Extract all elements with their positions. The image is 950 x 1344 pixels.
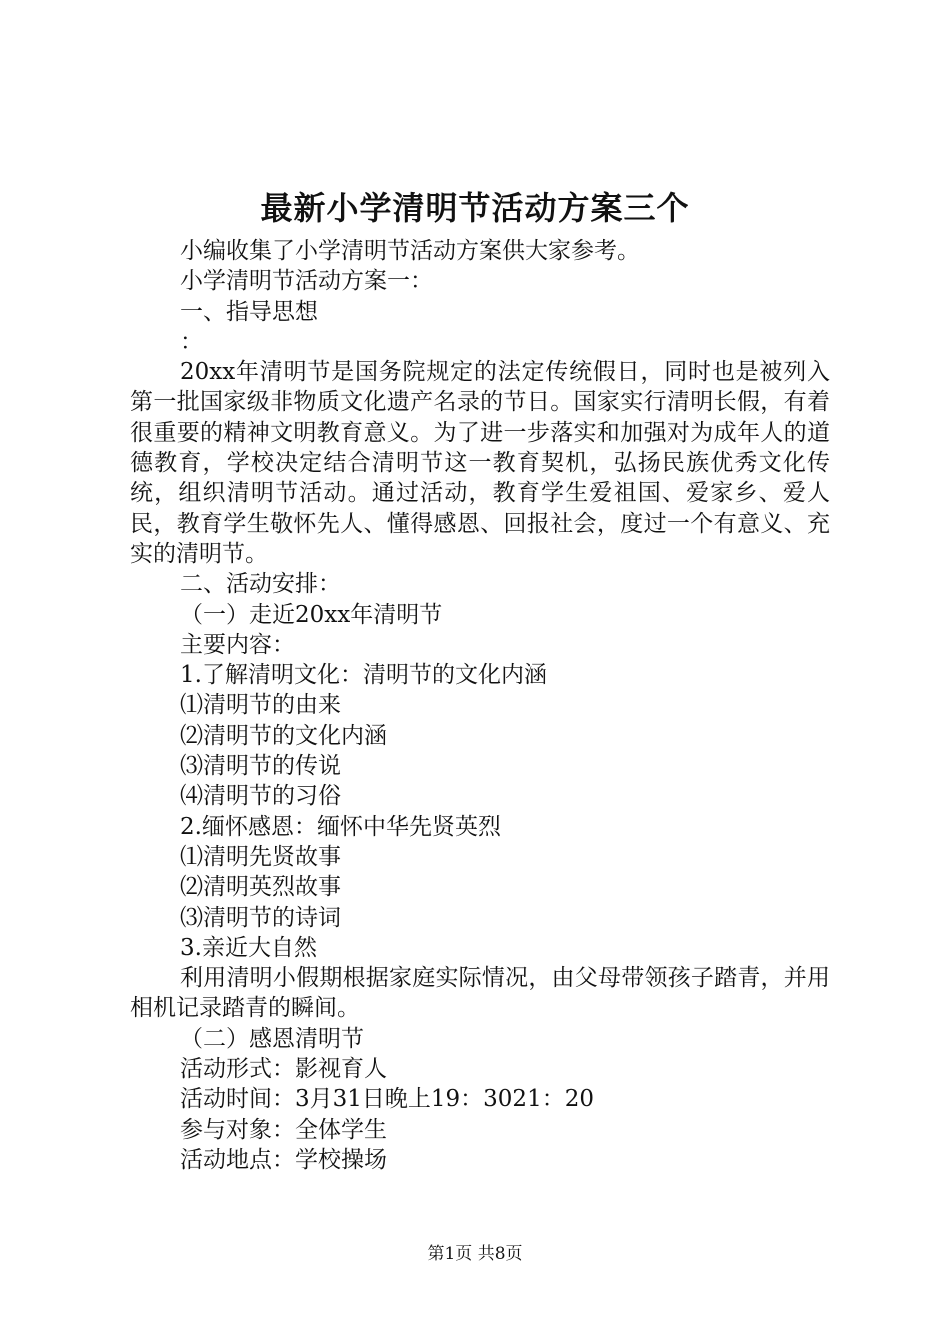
paragraph-colon: ： — [180, 328, 203, 355]
list-item: ⑵清明节的文化内涵 — [180, 722, 387, 749]
section-heading-activity-arrangement: 二、活动安排： — [180, 571, 341, 598]
detail-location: 活动地点：学校操场 — [180, 1146, 387, 1173]
subsection-heading-gratitude: （二）感恩清明节 — [180, 1025, 364, 1052]
list-item: ⑵清明英烈故事 — [180, 874, 341, 901]
page-footer: 第1页 共8页 — [427, 1244, 523, 1264]
list-item: 2.缅怀感恩：缅怀中华先贤英烈 — [180, 813, 501, 840]
paragraph-outing: 利用清明小假期根据家庭实际情况，由父母带领孩子踏青，并用相机记录踏青的瞬间。 — [130, 965, 830, 1022]
list-item: ⑴清明节的由来 — [180, 692, 341, 719]
document-body — [130, 236, 830, 1175]
list-item: ⑴清明先贤故事 — [180, 843, 341, 870]
subsection-heading-approach-qingming: （一）走近20xx年清明节 — [180, 601, 443, 628]
detail-activity-form: 活动形式：影视育人 — [180, 1056, 387, 1083]
list-item: 3.亲近大自然 — [180, 934, 317, 961]
list-heading-main-content: 主要内容： — [180, 631, 295, 658]
paragraph-intro: 小编收集了小学清明节活动方案供大家参考。 — [180, 238, 640, 264]
document-title: 最新小学清明节活动方案三个 — [260, 189, 690, 227]
section-heading-guiding-ideology: 一、指导思想 — [180, 298, 318, 325]
paragraph-guiding-ideology-body: 20xx年清明节是国务院规定的法定传统假日，同时也是被列入第一批国家级非物质文化遗产名录的节日。国家实行清明长假，有着很重要的精神文明教育意义。为了进一步落实和加强对为成年人的道德教育，学校决定结合清明节这一教育契机，弘扬民族优秀文化传统，组织清明节活动。通过活动，教育学生爱祖国、爱家乡、爱人民，教育学生敬怀先人、懂得感恩、回报社会，度过一个有意义、充实的清明节。 — [130, 359, 830, 567]
list-item: ⑶清明节的诗词 — [180, 904, 341, 931]
detail-activity-time: 活动时间：3月31日晚上19：3021：20 — [180, 1086, 594, 1113]
list-item: ⑶清明节的传说 — [180, 753, 341, 780]
paragraph-plan-one-heading: 小学清明节活动方案一： — [180, 268, 433, 295]
list-item: 1.了解清明文化：清明节的文化内涵 — [180, 662, 547, 689]
detail-participants: 参与对象：全体学生 — [180, 1116, 387, 1143]
list-item: ⑷清明节的习俗 — [180, 783, 341, 810]
